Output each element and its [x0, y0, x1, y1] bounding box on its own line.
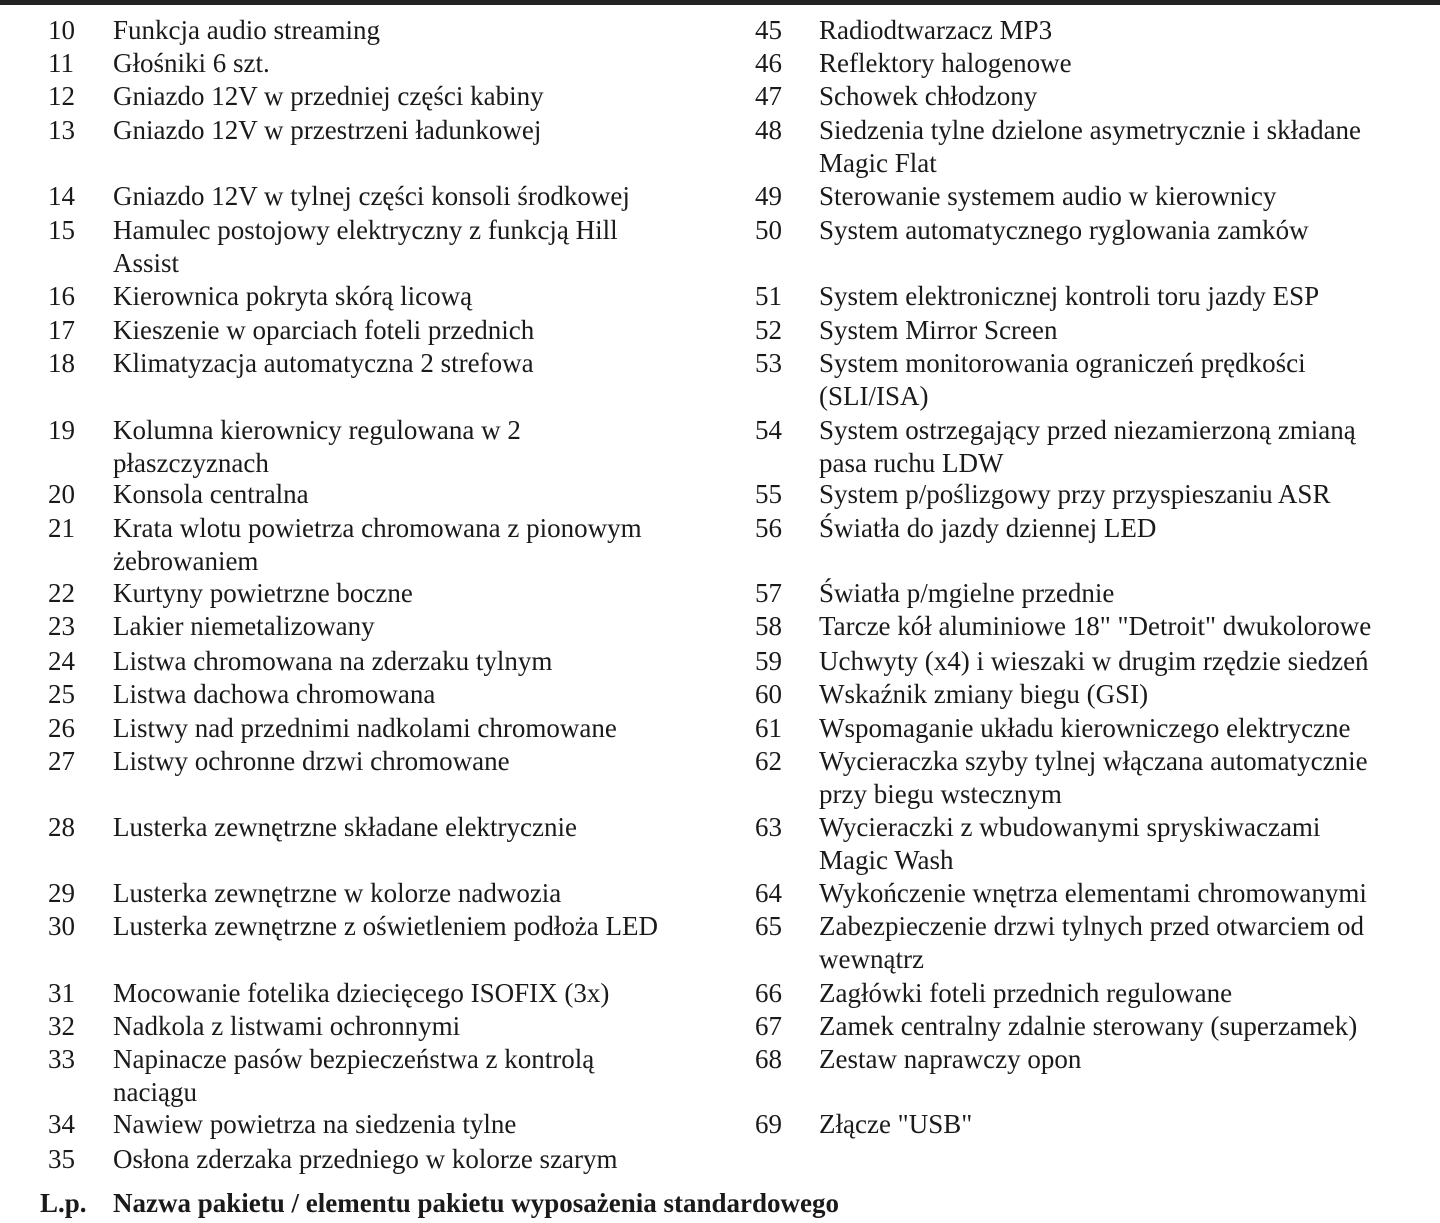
item-text-line: Schowek chłodzony: [819, 81, 1038, 111]
item-text-line: Magic Flat: [819, 148, 937, 178]
item-text-line: Assist: [113, 248, 180, 278]
item-text-line: Głośniki 6 szt.: [113, 48, 270, 78]
item-number: 61: [755, 713, 782, 743]
item-text-line: Siedzenia tylne dzielone asymetrycznie i składane: [819, 115, 1362, 145]
item-text-line: Listwy nad przednimi nadkolami chromowane: [113, 713, 617, 743]
item-text: [113, 610, 753, 643]
item-text-line: System Mirror Screen: [819, 315, 1058, 345]
item-text: [819, 712, 1439, 745]
item-text: [113, 977, 753, 1010]
item-text-line: Krata wlotu powietrza chromowana z pionowym: [113, 513, 642, 543]
item-number: 17: [48, 315, 75, 345]
item-text-line: Magic Wash: [819, 845, 954, 875]
item-number: 55: [755, 479, 782, 509]
item-text: [113, 180, 753, 213]
item-text: [113, 414, 753, 480]
item-text-line: System automatycznego ryglowania zamków: [819, 215, 1309, 245]
item-text: [113, 47, 753, 80]
item-text-line: Osłona zderzaka przedniego w kolorze szarym: [113, 1144, 618, 1174]
item-text: [819, 347, 1439, 413]
item-text: [113, 645, 753, 678]
item-text-line: Lusterka zewnętrzne w kolorze nadwozia: [113, 878, 562, 908]
item-number: 62: [755, 746, 782, 776]
item-number: 12: [48, 81, 75, 111]
item-number: 29: [48, 878, 75, 908]
item-text-line: Wycieraczki z wbudowanymi spryskiwaczami: [819, 812, 1321, 842]
item-text: [819, 280, 1439, 313]
item-text: [113, 1010, 753, 1043]
item-text: [113, 314, 753, 347]
item-number: 64: [755, 878, 782, 908]
item-text-line: Złącze "USB": [819, 1109, 973, 1139]
item-number: 51: [755, 281, 782, 311]
item-text-line: Nawiew powietrza na siedzenia tylne: [113, 1109, 517, 1139]
item-text-line: System elektronicznej kontroli toru jazdy ESP: [819, 281, 1320, 311]
item-text-line: żebrowaniem: [113, 546, 259, 576]
item-text-line: Nadkola z listwami ochronnymi: [113, 1011, 461, 1041]
item-number: 31: [48, 978, 75, 1008]
item-text-line: wewnątrz: [819, 944, 924, 974]
item-text: [819, 577, 1439, 610]
item-number: 18: [48, 348, 75, 378]
item-text-line: Kurtyny powietrzne boczne: [113, 578, 413, 608]
item-number: 49: [755, 181, 782, 211]
item-text-line: Gniazdo 12V w tylnej części konsoli środkowej: [113, 181, 630, 211]
item-text: [819, 1108, 1439, 1141]
item-number: 14: [48, 181, 75, 211]
item-text-line: Listwy ochronne drzwi chromowane: [113, 746, 510, 776]
item-text: [819, 610, 1439, 643]
item-number: 59: [755, 646, 782, 676]
item-number: 13: [48, 115, 75, 145]
item-number: 57: [755, 578, 782, 608]
item-number: 20: [48, 479, 75, 509]
item-text-line: Kierownica pokryta skórą licową: [113, 281, 473, 311]
item-text-line: Wykończenie wnętrza elementami chromowanymi: [819, 878, 1367, 908]
item-text: [819, 678, 1439, 711]
item-number: 45: [755, 15, 782, 45]
item-text-line: Konsola centralna: [113, 479, 309, 509]
item-number: 19: [48, 415, 75, 445]
item-text: [113, 1108, 753, 1141]
item-text: [819, 314, 1439, 347]
item-text: [113, 577, 753, 610]
item-number: 33: [48, 1044, 75, 1074]
item-text: [819, 811, 1439, 877]
lp-header: L.p.: [40, 1188, 87, 1218]
item-text-line: Zabezpieczenie drzwi tylnych przed otwarciem od: [819, 911, 1364, 941]
item-text-line: System ostrzegający przed niezamierzoną zmianą: [819, 415, 1356, 445]
item-text-line: Zagłówki foteli przednich regulowane: [819, 978, 1233, 1008]
top-rule: [0, 0, 1440, 5]
item-number: 22: [48, 578, 75, 608]
item-number: 69: [755, 1109, 782, 1139]
item-number: 34: [48, 1109, 75, 1139]
item-text: [113, 1143, 753, 1176]
item-number: 66: [755, 978, 782, 1008]
item-text-line: Gniazdo 12V w przestrzeni ładunkowej: [113, 115, 542, 145]
item-number: 53: [755, 348, 782, 378]
item-text-line: Sterowanie systemem audio w kierownicy: [819, 181, 1277, 211]
item-number: 46: [755, 48, 782, 78]
item-text-line: Klimatyzacja automatyczna 2 strefowa: [113, 348, 534, 378]
item-text: [819, 414, 1439, 480]
item-text: [113, 712, 753, 745]
item-text: [819, 1010, 1439, 1043]
item-text: [113, 114, 753, 147]
item-text-line: Kieszenie w oparciach foteli przednich: [113, 315, 535, 345]
item-text-line: Światła p/mgielne przednie: [819, 578, 1115, 608]
item-text-line: Lusterka zewnętrzne z oświetleniem podłoża LED: [113, 911, 659, 941]
item-number: 47: [755, 81, 782, 111]
item-text: [819, 47, 1439, 80]
item-text: [819, 977, 1439, 1010]
item-text-line: Gniazdo 12V w przedniej części kabiny: [113, 81, 544, 111]
item-number: 54: [755, 415, 782, 445]
item-text: [819, 80, 1439, 113]
item-text-line: Reflektory halogenowe: [819, 48, 1072, 78]
item-number: 11: [48, 48, 74, 78]
item-number: 50: [755, 215, 782, 245]
item-text: [113, 745, 753, 778]
item-text-line: Listwa chromowana na zderzaku tylnym: [113, 646, 553, 676]
item-text-line: Mocowanie fotelika dziecięcego ISOFIX (3x): [113, 978, 610, 1008]
item-text-line: Tarcze kół aluminiowe 18" "Detroit" dwukolorowe: [819, 611, 1372, 641]
item-number: 58: [755, 611, 782, 641]
item-number: 21: [48, 513, 75, 543]
package-name-header: Nazwa pakietu / elementu pakietu wyposażenia standardowego: [113, 1188, 840, 1218]
item-text: [819, 214, 1439, 247]
item-text-line: System p/poślizgowy przy przyspieszaniu ASR: [819, 479, 1331, 509]
item-text-line: Zamek centralny zdalnie sterowany (superzamek): [819, 1011, 1358, 1041]
item-text: [113, 280, 753, 313]
item-number: 27: [48, 746, 75, 776]
item-number: 26: [48, 713, 75, 743]
item-number: 10: [48, 15, 75, 45]
item-number: 65: [755, 911, 782, 941]
item-text-line: Światła do jazdy dziennej LED: [819, 513, 1157, 543]
item-number: 24: [48, 646, 75, 676]
item-text: [113, 512, 753, 578]
item-text: [113, 214, 753, 280]
item-number: 16: [48, 281, 75, 311]
item-text: [113, 80, 753, 113]
item-text-line: Wspomaganie układu kierowniczego elektryczne: [819, 713, 1351, 743]
item-number: 48: [755, 115, 782, 145]
item-text: [819, 114, 1439, 180]
item-text-line: Listwa dachowa chromowana: [113, 679, 436, 709]
item-text-line: Kolumna kierownicy regulowana w 2: [113, 415, 521, 445]
item-number: 15: [48, 215, 75, 245]
item-text-line: Lakier niemetalizowany: [113, 611, 375, 641]
item-text-line: płaszczyznach: [113, 448, 269, 478]
item-text: [819, 1043, 1439, 1076]
item-number: 25: [48, 679, 75, 709]
item-text: [819, 180, 1439, 213]
item-text: [113, 910, 753, 943]
item-number: 56: [755, 513, 782, 543]
item-text-line: Wskaźnik zmiany biegu (GSI): [819, 679, 1149, 709]
item-text: [819, 14, 1439, 47]
item-text: [113, 877, 753, 910]
item-text-line: Hamulec postojowy elektryczny z funkcją Hill: [113, 215, 618, 245]
item-text: [113, 678, 753, 711]
item-number: 23: [48, 611, 75, 641]
item-text-line: Zestaw naprawczy opon: [819, 1044, 1082, 1074]
item-text-line: Uchwyty (x4) i wieszaki w drugim rzędzie siedzeń: [819, 646, 1369, 676]
item-text-line: Lusterka zewnętrzne składane elektrycznie: [113, 812, 577, 842]
item-number: 52: [755, 315, 782, 345]
item-text: [819, 877, 1439, 910]
item-number: 60: [755, 679, 782, 709]
item-text: [113, 14, 753, 47]
item-number: 68: [755, 1044, 782, 1074]
item-text-line: pasa ruchu LDW: [819, 448, 1004, 478]
item-text-line: naciągu: [113, 1077, 197, 1107]
item-number: 28: [48, 812, 75, 842]
item-text: [819, 910, 1439, 976]
item-text-line: (SLI/ISA): [819, 381, 929, 411]
item-text: [113, 811, 753, 844]
item-number: 32: [48, 1011, 75, 1041]
item-text: [113, 1043, 753, 1109]
item-text: [113, 478, 753, 511]
item-text-line: Radiodtwarzacz MP3: [819, 15, 1053, 45]
item-text-line: przy biegu wstecznym: [819, 779, 1062, 809]
item-number: 35: [48, 1144, 75, 1174]
item-text: [819, 512, 1439, 545]
item-text: [819, 745, 1439, 811]
item-number: 63: [755, 812, 782, 842]
item-number: 67: [755, 1011, 782, 1041]
item-number: 30: [48, 911, 75, 941]
item-text: [819, 645, 1439, 678]
item-text: [819, 478, 1439, 511]
item-text-line: Wycieraczka szyby tylnej włączana automatycznie: [819, 746, 1368, 776]
item-text-line: System monitorowania ograniczeń prędkości: [819, 348, 1306, 378]
item-text: [113, 347, 753, 380]
item-text-line: Napinacze pasów bezpieczeństwa z kontrolą: [113, 1044, 595, 1074]
item-text-line: Funkcja audio streaming: [113, 15, 380, 45]
